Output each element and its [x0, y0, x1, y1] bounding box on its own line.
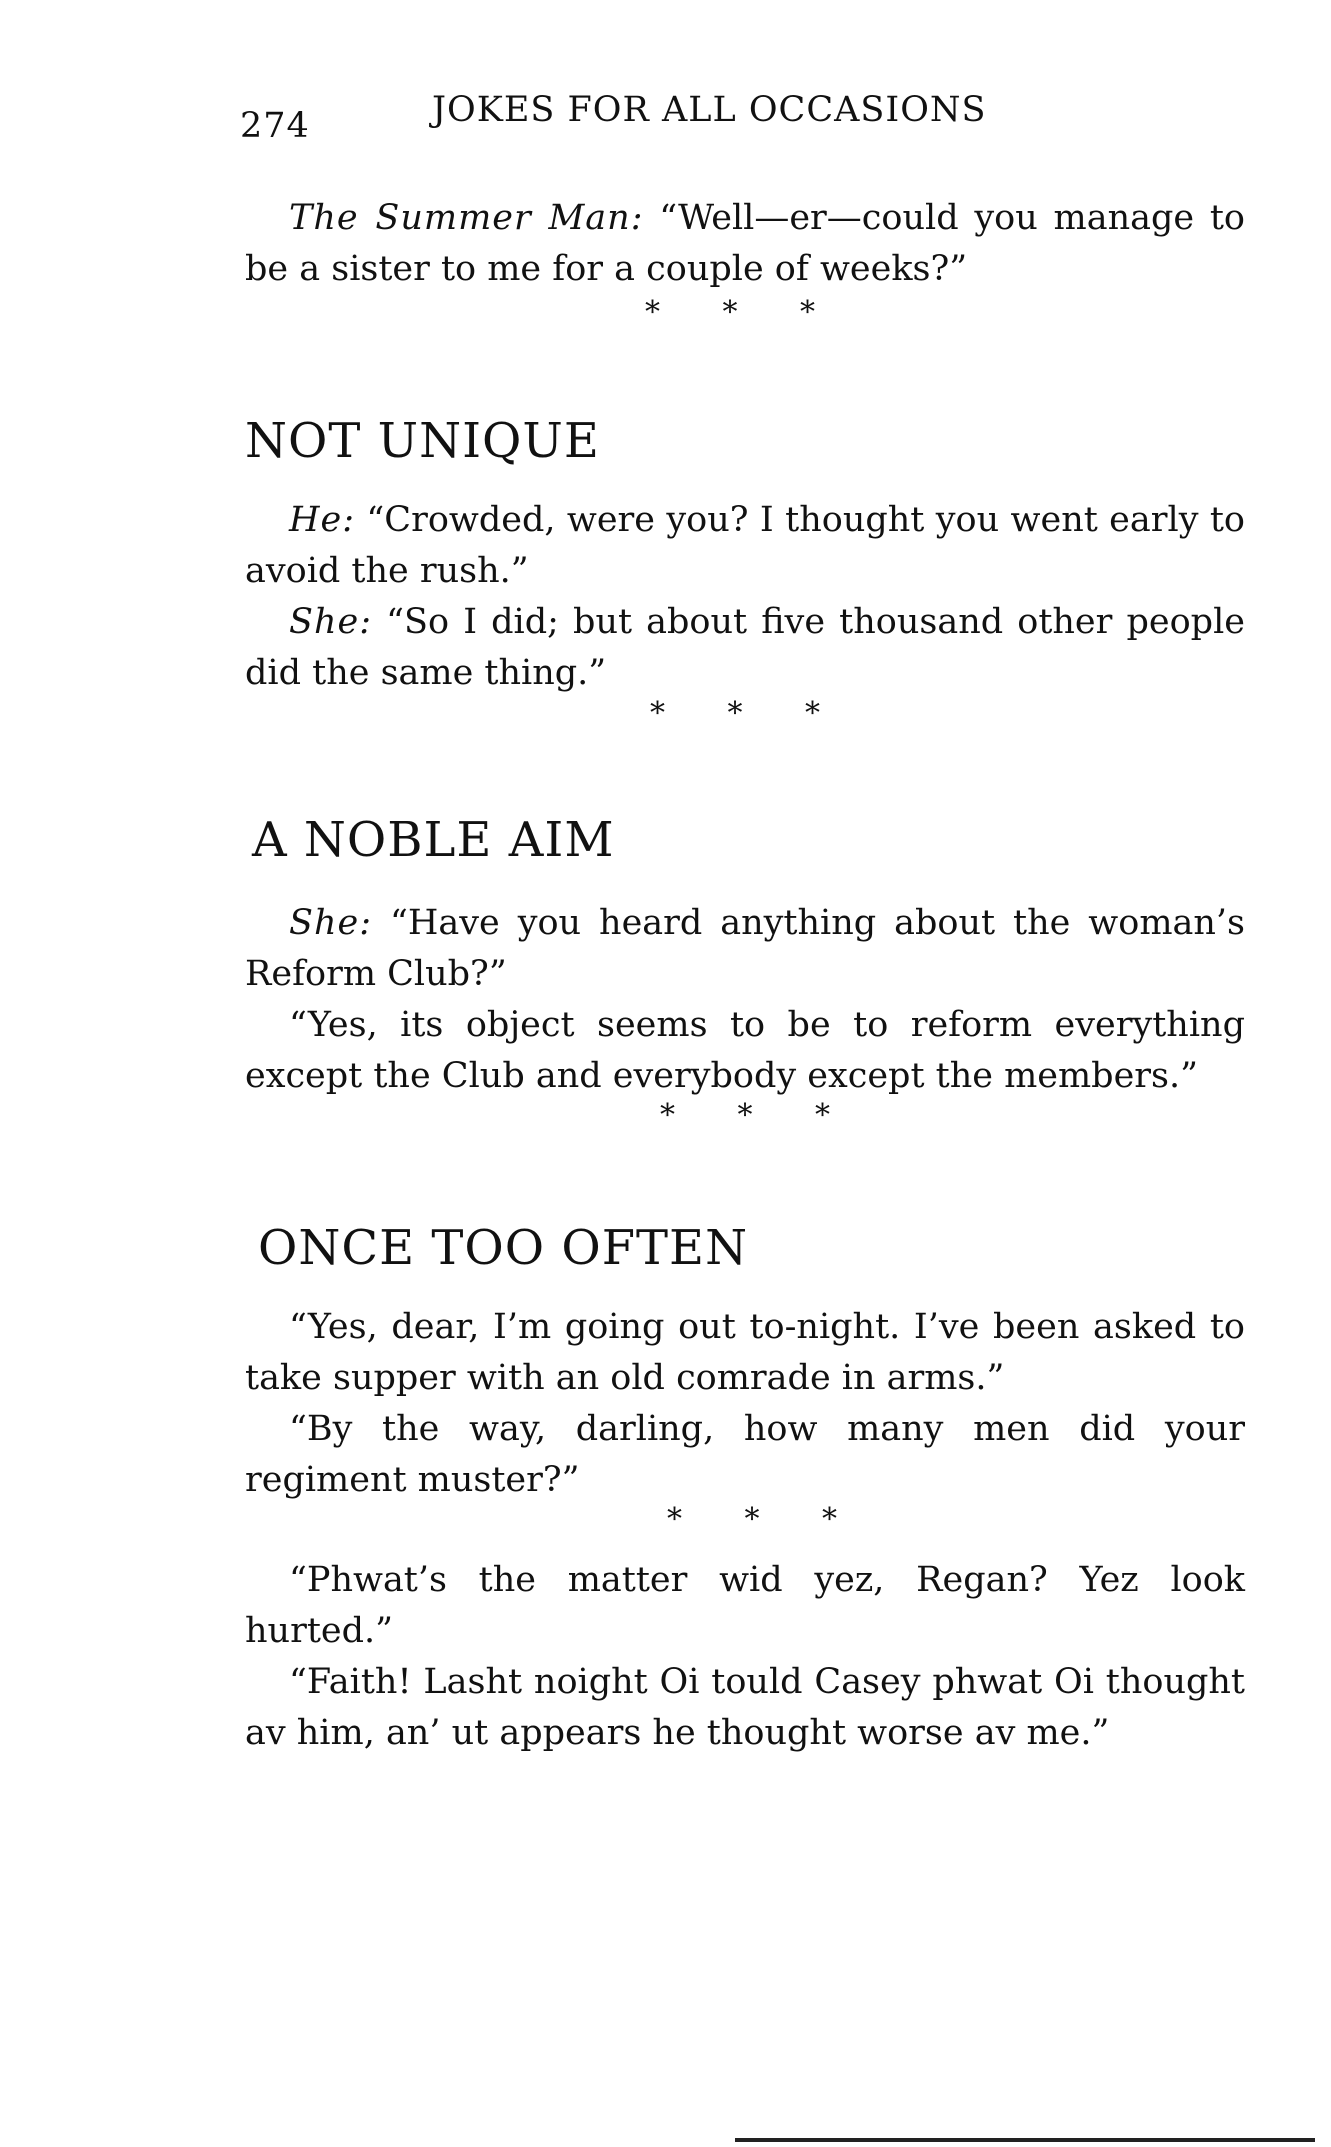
separator-star: * — [660, 1098, 675, 1133]
running-title: JOKES FOR ALL OCCASIONS — [432, 90, 987, 130]
dialogue-text: “So I did; but about five thousand other people did the same thing.” — [245, 602, 1245, 693]
separator-star: * — [805, 696, 820, 731]
dialogue-paragraph — [245, 1657, 1245, 1759]
separator-star: * — [667, 1502, 682, 1537]
speaker-label: The Summer Man: — [289, 198, 644, 238]
dialogue-paragraph — [245, 1302, 1245, 1404]
dialogue-paragraph — [245, 1000, 1245, 1102]
separator-star: * — [727, 696, 743, 731]
section-heading: ONCE TOO OFTEN — [258, 1220, 749, 1276]
section-heading: A NOBLE AIM — [252, 812, 615, 868]
section-separator — [660, 1098, 830, 1134]
section-separator — [645, 295, 815, 331]
speaker-label: She: — [289, 602, 373, 642]
dialogue-paragraph — [245, 1555, 1245, 1657]
separator-star: * — [650, 696, 665, 731]
section-heading: NOT UNIQUE — [245, 413, 600, 469]
dialogue-text: “Have you heard anything about the woman’s Reform Club?” — [245, 903, 1245, 994]
separator-star: * — [645, 295, 660, 330]
dialogue-text: “By the way, darling, how many men did your regiment muster?” — [245, 1409, 1245, 1500]
dialogue-paragraph — [245, 597, 1245, 699]
separator-star: * — [815, 1098, 830, 1133]
continuation-paragraph — [245, 193, 1245, 295]
section-separator — [650, 696, 820, 732]
separator-star: * — [722, 295, 738, 330]
dialogue-text: “Phwat’s the matter wid yez, Regan? Yez look hurted.” — [245, 1560, 1245, 1651]
separator-star: * — [744, 1502, 760, 1537]
separator-star: * — [737, 1098, 753, 1133]
separator-star: * — [800, 295, 815, 330]
dialogue-text: “Well—er—could you manage to be a sister to me for a couple of weeks?” — [245, 198, 1245, 289]
separator-star: * — [822, 1502, 837, 1537]
dialogue-text: “Yes, its object seems to be to reform everything except the Club and everybody except the members.” — [245, 1005, 1245, 1096]
dialogue-paragraph — [245, 1404, 1245, 1506]
dialogue-paragraph — [245, 898, 1245, 1000]
dialogue-paragraph — [245, 495, 1245, 597]
dialogue-text: “Crowded, were you? I thought you went early to avoid the rush.” — [245, 500, 1245, 591]
page-number: 274 — [240, 106, 310, 146]
speaker-label: He: — [289, 500, 356, 540]
speaker-label: She: — [289, 903, 373, 943]
page-header — [240, 90, 1070, 146]
page-edge-rule — [735, 2138, 1315, 2142]
dialogue-text: “Faith! Lasht noight Oi tould Casey phwat Oi thought av him, an’ ut appears he thought worse av me.” — [245, 1662, 1245, 1753]
dialogue-text: “Yes, dear, I’m going out to-night. I’ve been asked to take supper with an old comrade in arms.” — [245, 1307, 1245, 1398]
section-separator — [667, 1502, 837, 1538]
